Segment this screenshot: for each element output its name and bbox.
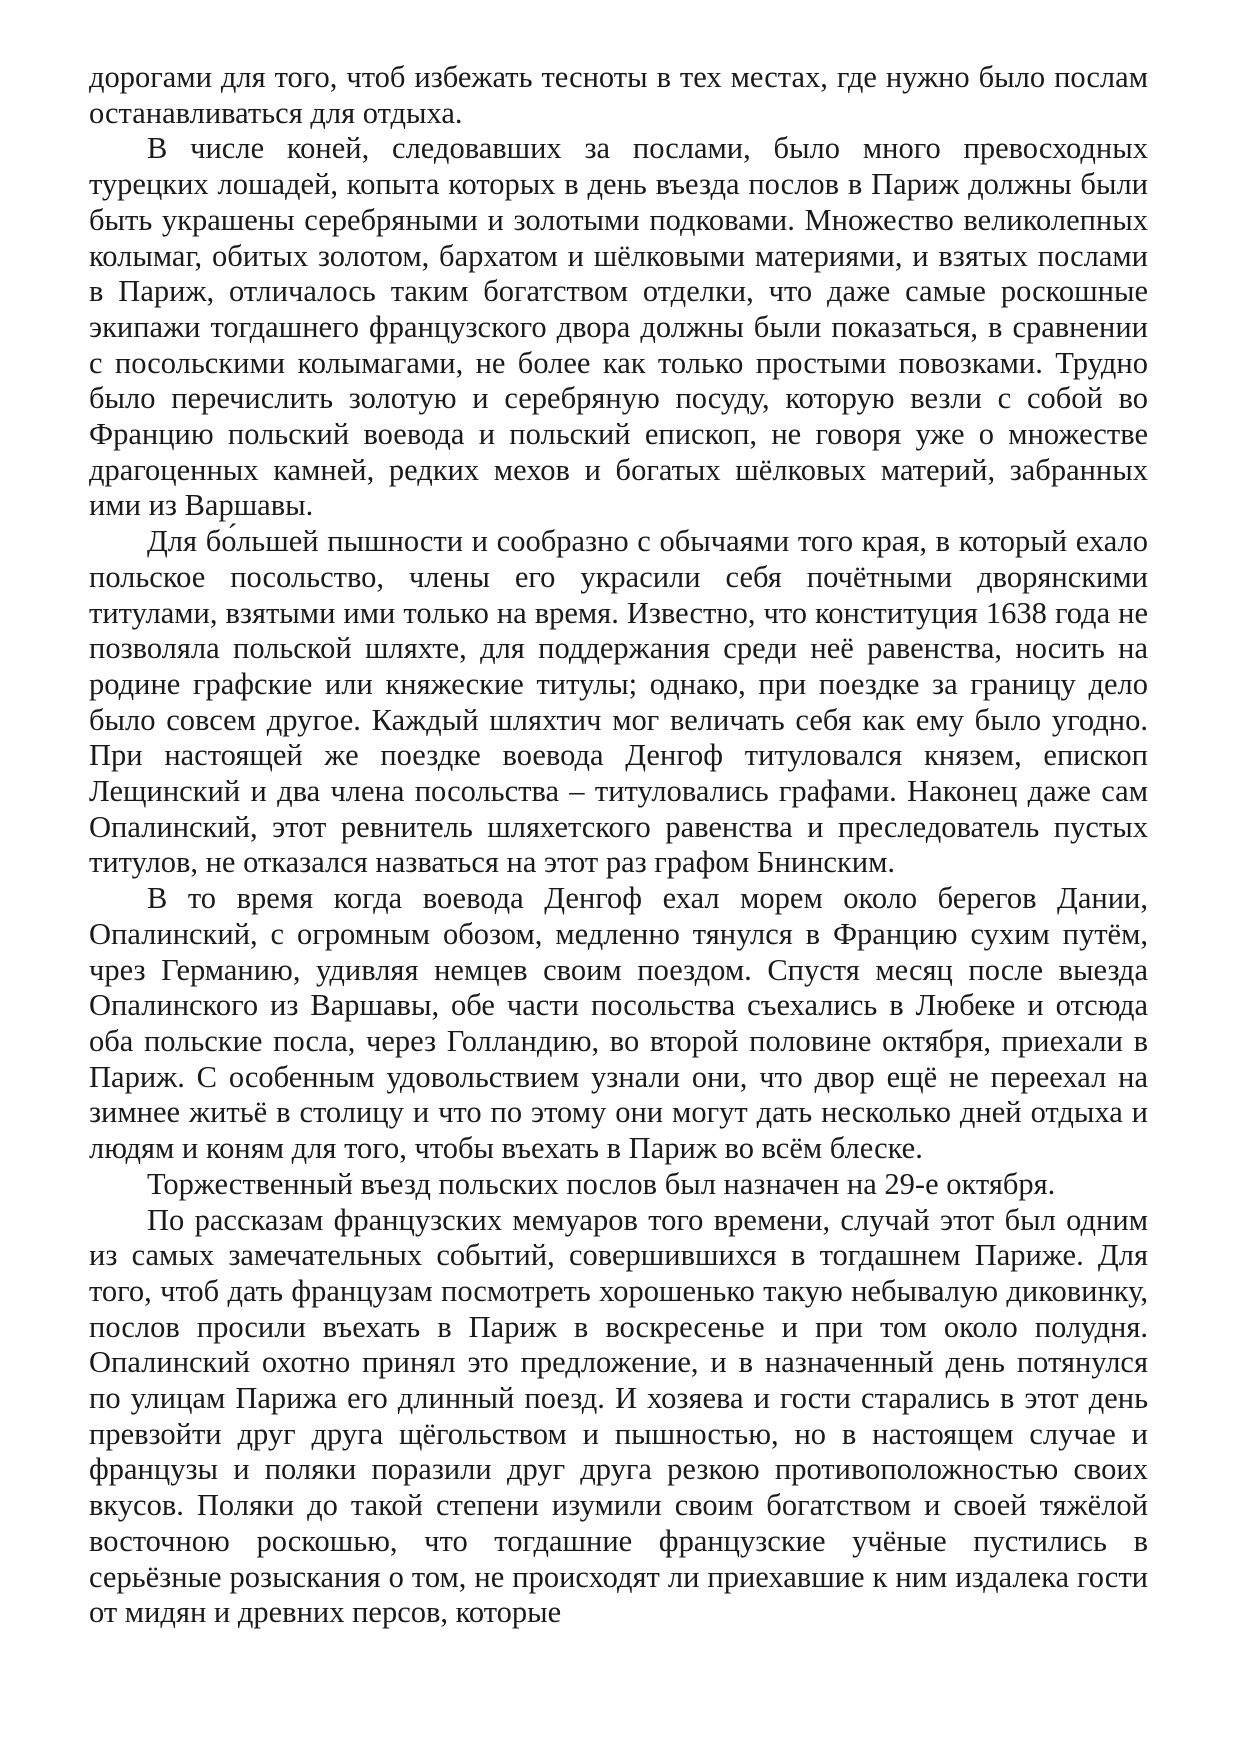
paragraph-journey: В то время когда воевода Денгоф ехал морем около берегов Дании, Опалинский, с огромным обозом, медленно тянулся в Францию сухим путём, чрез Германию, удивляя немцев своим поездом. Спустя месяц после выезда Опалинского из Варшавы, обе части посольства съехались в Любеке и отсюда оба польские посла, через Голландию, во второй половине октября, приехали в Париж. С особенным удовольствием узнали они, что двор ещё не переехал на зимнее житьё в столицу и что по этому они могут дать несколько дней отдыха и людям и коням для того, чтобы въехать в Париж во всём блеске. — [89, 881, 1148, 1166]
paragraph-entry-date: Торжественный въезд польских послов был назначен на 29-е октября. — [147, 1166, 1056, 1201]
paragraph-continuation: дорогами для того, чтоб избежать тесноты в тех местах, где нужно было послам останавливаться для отдыха. — [89, 60, 1148, 130]
paragraph-horses-and-carriages: В числе коней, следовавших за послами, было много превосходных турецких лошадей, копыта которых в день въезда послов в Париж должны были быть украшены серебряными и золотыми подковами. Множество великолепных колымаг, обитых золотом, бархатом и шёлковыми материями, и взятых послами в Париж, отличалось таким богатством отделки, что даже самые роскошные экипажи тогдашнего французского двора должны были показаться, в сравнении с посольскими колымагами, не более как только простыми повозками. Трудно было перечислить золотую и серебряную посуду, которую везли с собой во Францию польский воевода и польский епископ, не говоря уже о множестве драгоценных камней, редких мехов и богатых шёлковых материй, забранных ими из Варшавы. — [89, 131, 1148, 523]
paragraph-memoirs: По рассказам французских мемуаров того времени, случай этот был одним из самых замечательных событий, совершившихся в тогдашнем Париже. Для того, чтоб дать французам посмотреть хорошенько такую небывалую диковинку, послов просили въехать в Париж в воскресенье и при том около полудня. Опалинский охотно принял это предложение, и в назначенный день потянулся по улицам Парижа его длинный поезд. И хозяева и гости старались в этот день превзойти друг друга щёгольством и пышностью, но в настоящем случае и французы и поляки поразили друг друга резкою противоположностью своих вкусов. Поляки до такой степени изумили своим богатством и своей тяжёлой восточною роскошью, что тогдашние французские учёные пустились в серьёзные розыскания о том, не происходят ли приехавшие к ним издалека гости от мидян и древних персов, которые — [89, 1202, 1148, 1630]
document-page — [89, 60, 1148, 1631]
paragraph-titles: Для бо́льшей пышности и сообразно с обычаями того края, в который ехало польское посольство, члены его украсили себя почётными дворянскими титулами, взятыми ими только на время. Известно, что конституция 1638 года не позволяла польской шляхте, для поддержания среди неё равенства, носить на родине графские или княжеские титулы; однако, при поездке за границу дело было совсем другое. Каждый шляхтич мог величать себя как ему было угодно. При настоящей же поездке воевода Денгоф титуловался князем, епископ Лещинский и два члена посольства – титуловались графами. Наконец даже сам Опалинский, этот ревнитель шляхетского равенства и преследователь пустых титулов, не отказался назваться на этот раз графом Бнинским. — [89, 524, 1148, 880]
